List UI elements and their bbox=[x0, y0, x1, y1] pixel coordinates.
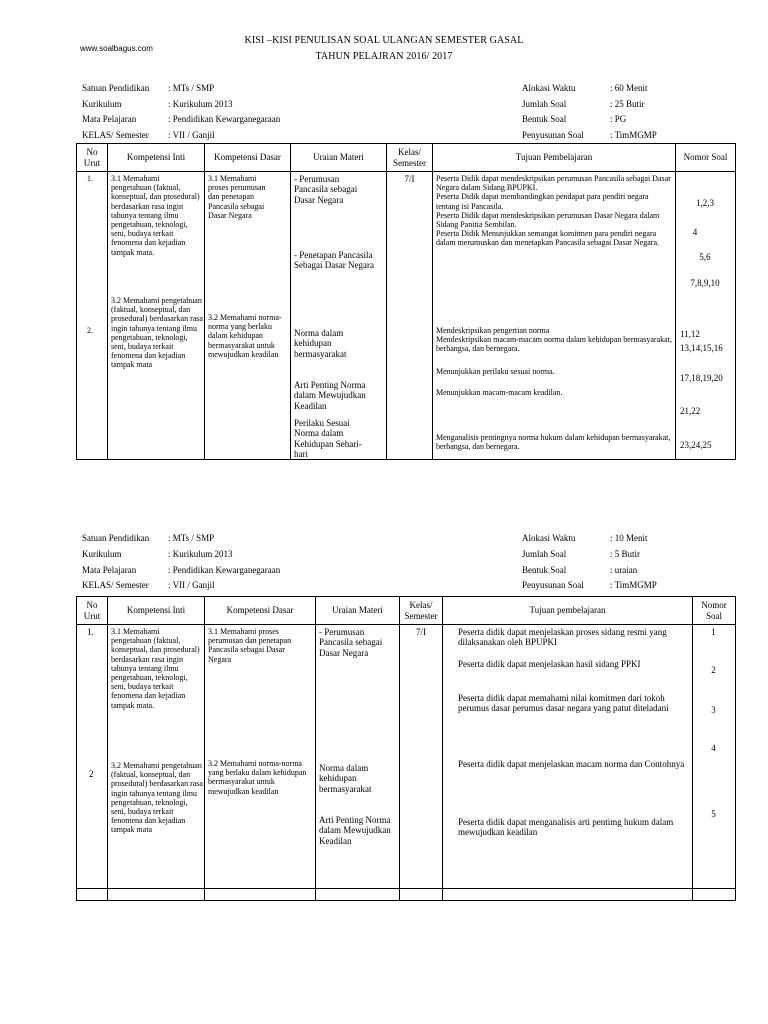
empty-cell bbox=[77, 889, 108, 901]
jumlah-label: Jumlah Soal bbox=[522, 99, 567, 109]
um-text: Norma dalam kehidupan bermasyarakat bbox=[319, 763, 372, 794]
kelas-label: KELAS/ Semester bbox=[82, 130, 149, 140]
mapel-value: : Pendidikan Kewarganegaraan bbox=[168, 565, 281, 575]
tujuan-item: Peserta Didik dapat membandingkan pendapat para pendiri negara tentang isi Pancasila. bbox=[436, 192, 649, 211]
table-row bbox=[77, 172, 736, 460]
nomor-soal: 5 bbox=[711, 809, 716, 819]
table-row-empty bbox=[77, 889, 736, 901]
um-cell bbox=[316, 625, 400, 889]
tujuan-item: Menganalisis pentingnya norma hukum dalam kehidupan bermasyarakat, berbangsa, dan bernegara. bbox=[436, 433, 671, 452]
header-no: No Urut bbox=[77, 144, 108, 172]
um-text: - Perumusan Pancasila sebagai Dasar Negara bbox=[319, 627, 383, 658]
penyusun-value: : TimMGMP bbox=[610, 130, 657, 140]
row-number: 1. bbox=[87, 174, 93, 183]
um-text: Perilaku Sesuai Norma dalam Kehidupan Sehari-hari bbox=[294, 418, 362, 460]
header-um: Uraian Materi bbox=[316, 597, 400, 625]
kurikulum-value: : Kurikulum 2013 bbox=[168, 549, 233, 559]
nomor-soal: 1,2,3 bbox=[696, 198, 714, 208]
kd-text: 3.2 Memahami norma-norma yang berlaku dalam kehidupan bermasyarakat untuk mewujudkan keadilan bbox=[208, 313, 282, 359]
kd-cell bbox=[205, 625, 316, 889]
header-ki: Kompetensi Inti bbox=[108, 144, 205, 172]
nomor-soal: 7,8,9,10 bbox=[690, 278, 720, 288]
empty-cell bbox=[443, 889, 693, 901]
nomor-cell bbox=[693, 625, 736, 889]
ki-cell bbox=[108, 172, 205, 460]
empty-cell bbox=[205, 889, 316, 901]
kelas-label: KELAS/ Semester bbox=[82, 580, 149, 590]
tujuan-item: Peserta didik dapat memahami nilai komitmen dari tokoh perumus dasar perumus dasar negara yang patut diteladani bbox=[458, 693, 669, 714]
penyusun-label: Penyusunan Soal bbox=[522, 130, 584, 140]
nomor-soal: 4 bbox=[711, 743, 716, 753]
satuan-value: : MTs / SMP bbox=[168, 533, 215, 543]
um-text: - Penetapan Pancasila Sebagai Dasar Negara bbox=[294, 250, 374, 271]
jumlah-value: : 5 Butir bbox=[610, 549, 641, 559]
kelas-value: : VII / Ganjil bbox=[168, 130, 215, 140]
header-ki: Kompetensi Inti bbox=[108, 597, 205, 625]
tujuan-cell bbox=[443, 625, 693, 889]
alokasi-label: Alokasi Waktu bbox=[522, 533, 576, 543]
header-kd: Kompetensi Dasar bbox=[205, 144, 291, 172]
tujuan-item: Peserta didik dapat menjelaskan hasil sidang PPKI bbox=[458, 659, 641, 669]
um-text: Arti Penting Norma dalam Mewujudkan Keadilan bbox=[294, 380, 366, 411]
page-subtitle: TAHUN PELAJRAN 2016/ 2017 bbox=[315, 51, 453, 62]
tujuan-cell bbox=[433, 172, 676, 460]
mapel-label: Mata Pelajaran bbox=[82, 565, 137, 575]
header-nomor: Nomor Soal bbox=[676, 144, 736, 172]
header-kelas: Kelas/ Semester bbox=[400, 597, 443, 625]
tujuan-item: Peserta didik dapat menjelaskan proses sidang resmi yang dilaksanakan oleh BPUPKI bbox=[458, 627, 667, 648]
header-tujuan: Tujuan Pembelajaran bbox=[433, 144, 676, 172]
page-title: KISI –KISI PENULISAN SOAL ULANGAN SEMESTER GASAL bbox=[244, 35, 524, 46]
nomor-soal: 1 bbox=[711, 627, 716, 637]
alokasi-label: Alokasi Waktu bbox=[522, 83, 576, 93]
nomor-soal: 11,12 bbox=[680, 329, 700, 339]
row-number: 2 bbox=[89, 769, 94, 779]
kd-cell bbox=[205, 172, 291, 460]
nomor-soal: 3 bbox=[711, 705, 716, 715]
table-row bbox=[77, 625, 736, 889]
tujuan-item: Peserta Didik dapat mendeskripsikan perumusan Dasar Negara dalam Sidang Panitia Sembilan. bbox=[436, 210, 660, 229]
kelas-cell: 7/I bbox=[387, 172, 433, 460]
tujuan-item: Peserta Didik dapat mendeskripsikan perumusan Pancasila sebagai Dasar Negara dalam Sidang BPUPKI. bbox=[436, 174, 671, 193]
tujuan-item: Menunjukkan perilaku sesuai norma. bbox=[436, 367, 555, 376]
nomor-soal: 21,22 bbox=[680, 406, 701, 416]
kurikulum-label: Kurikulum bbox=[82, 549, 122, 559]
ki-text: 3.1 Memahami pengetahuan (faktual, konseptual, dan prosedural) berdasarkan rasa ingin tahunya tentang ilmu pengetahuan, teknologi, seni, budaya terkait fenomena dan kejadian tampak mata. bbox=[111, 174, 200, 257]
bentuk-value: : PG bbox=[610, 114, 627, 124]
header-um: Uraian Materi bbox=[291, 144, 387, 172]
nomor-soal: 17,18,19,20 bbox=[680, 373, 723, 383]
header-kd: Kompetensi Dasar bbox=[205, 597, 316, 625]
kurikulum-label: Kurikulum bbox=[82, 99, 122, 109]
nomor-soal: 23,24,25 bbox=[680, 440, 712, 450]
tujuan-item: Peserta didik dapat menjelaskan macam norma dan Contohnya bbox=[458, 759, 685, 769]
bentuk-label: Bentuk Soal bbox=[522, 114, 567, 124]
jumlah-value: : 25 Butir bbox=[610, 99, 645, 109]
row-number: 1. bbox=[87, 627, 94, 637]
bentuk-value: : uraian bbox=[610, 565, 638, 575]
ki-cell bbox=[108, 625, 205, 889]
nomor-soal: 2 bbox=[711, 665, 716, 675]
penyusun-label: Penyusunan Soal bbox=[522, 580, 584, 590]
mapel-label: Mata Pelajaran bbox=[82, 114, 137, 124]
no-cell bbox=[77, 172, 108, 460]
header-kelas: Kelas/ Semester bbox=[387, 144, 433, 172]
kurikulum-value: : Kurikulum 2013 bbox=[168, 99, 233, 109]
empty-cell bbox=[108, 889, 205, 901]
alokasi-value: : 10 Menit bbox=[610, 533, 648, 543]
header-no: No Urut bbox=[77, 597, 108, 625]
satuan-value: : MTs / SMP bbox=[168, 83, 215, 93]
um-text: Norma dalam kehidupan bermasyarakat bbox=[294, 328, 347, 359]
satuan-label: Satuan Pendidikan bbox=[82, 83, 150, 93]
satuan-label: Satuan Pendidikan bbox=[82, 533, 150, 543]
watermark: www.soalbagus.com bbox=[80, 44, 153, 53]
kd-text: 3.2 Memahami norma-norma yang berlaku dalam kehidupan bermasyarakat untuk mewujudkan keadilan bbox=[208, 759, 307, 796]
um-text: Arti Penting Norma dalam Mewujudkan Keadilan bbox=[319, 815, 391, 846]
row-number: 2. bbox=[87, 326, 93, 335]
nomor-soal: 13,14,15,16 bbox=[680, 343, 723, 353]
tujuan-item: Peserta didik dapat menganalisis arti pentimg hukum dalam mewujudkan keadilan bbox=[458, 817, 674, 838]
nomor-soal: 4 bbox=[692, 227, 698, 237]
um-cell bbox=[291, 172, 387, 460]
empty-cell bbox=[316, 889, 400, 901]
um-text: - Perumusan Pancasila sebagai Dasar Negara bbox=[294, 174, 358, 205]
kd-text: 3.1 Memahami proses perumusan dan penetapan Pancasila sebagai Dasar Negara bbox=[208, 174, 266, 220]
penyusun-value: : TimMGMP bbox=[610, 580, 657, 590]
table-header-row bbox=[77, 597, 736, 625]
ki-text: 3.1 Memahami pengetahuan (faktual, konseptual, dan prosedural) berdasarkan rasa ingin tahunya tentang ilmu pengetahuan, teknologi, seni, budaya terkait fenomena dan kejadian tampak mata. bbox=[111, 627, 200, 710]
no-cell bbox=[77, 625, 108, 889]
bentuk-label: Bentuk Soal bbox=[522, 565, 567, 575]
mapel-value: : Pendidikan Kewarganegaraan bbox=[168, 114, 281, 124]
tujuan-item: Mendeskripsikan macam-macam norma dalam kehidupan bermasyarakat, berbangsa, dan bernegara. bbox=[436, 335, 672, 354]
table-header-row bbox=[77, 144, 736, 172]
kelas-cell: 7/I bbox=[400, 625, 443, 889]
empty-cell bbox=[400, 889, 443, 901]
ki-text: 3.2 Memahami pengetahuan (faktual, konseptual, dan prosedural) berdasarkan rasa ingin tahunya tentang ilmu pengetahuan, teknologi, seni, budaya terkait fenomena dan kejadian tampak mata bbox=[111, 296, 203, 370]
alokasi-value: : 60 Menit bbox=[610, 83, 648, 93]
empty-cell bbox=[693, 889, 736, 901]
jumlah-label: Jumlah Soal bbox=[522, 549, 567, 559]
tujuan-item: Menunjukkan macam-macam keadilan. bbox=[436, 388, 563, 397]
tujuan-item: Mendeskripsikan pengertian norma bbox=[436, 326, 550, 335]
nomor-soal: 5,6 bbox=[699, 252, 711, 262]
header-tujuan: Tujuan pembelajaran bbox=[443, 597, 693, 625]
section1-table bbox=[76, 143, 736, 460]
kelas-value: : VII / Ganjil bbox=[168, 580, 215, 590]
nomor-cell bbox=[676, 172, 736, 460]
ki-text: 3.2 Memahami pengetahuan (faktual, konseptual, dan prosedural) berdasarkan rasa ingin tahunya tentang ilmu pengetahuan, teknologi, seni, budaya terkait fenomena dan kejadian tampak mata bbox=[111, 761, 203, 835]
section2-table bbox=[76, 596, 736, 901]
tujuan-item: Peserta Didik Menunjukkan semangat komitmen para pendiri negara dalam merumuskan dan menetapkan Pancasila sebagai Dasar Negara. bbox=[436, 229, 660, 248]
header-nomor: Nomor Soal bbox=[693, 597, 736, 625]
kd-text: 3.1 Memahami proses perumusan dan penetapan Pancasila sebagai Dasar Negara bbox=[208, 627, 292, 664]
